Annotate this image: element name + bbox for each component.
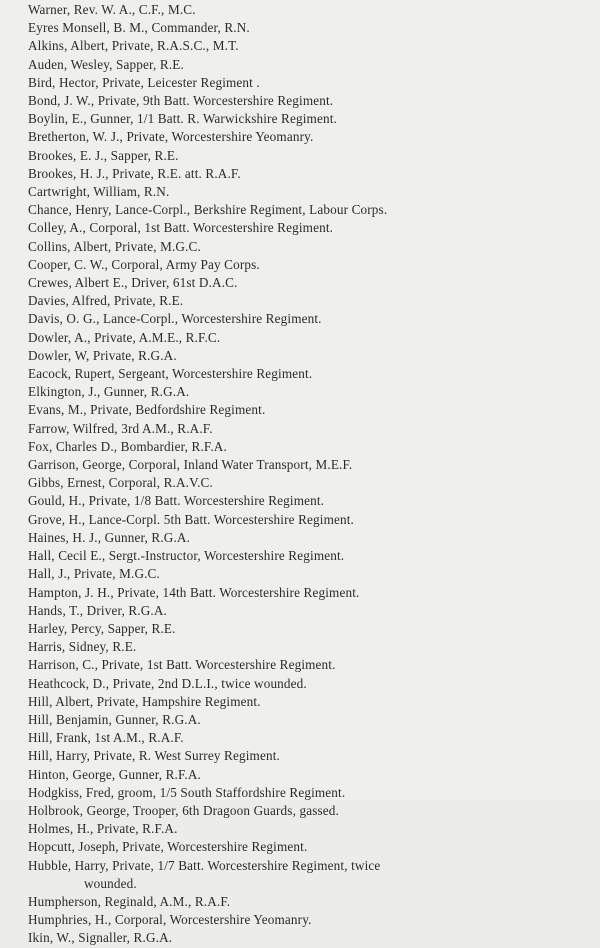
entry-text: Hampton, J. H., Private, 14th Batt. Worcestershire Regiment.	[28, 584, 360, 600]
entry-text: Cooper, C. W., Corporal, Army Pay Corps.	[28, 256, 260, 272]
roll-entry	[28, 820, 588, 838]
roll-entry	[28, 37, 588, 55]
entry-text: Evans, M., Private, Bedfordshire Regiment.	[28, 402, 266, 418]
entry-text: Dowler, A., Private, A.M.E., R.F.C.	[28, 329, 221, 345]
entry-text: Fox, Charles D., Bombardier, R.F.A.	[28, 438, 227, 454]
entry-text: Hill, Frank, 1st A.M., R.A.F.	[28, 730, 184, 746]
entry-text: Farrow, Wilfred, 3rd A.M., R.A.F.	[28, 420, 213, 436]
entry-continuation: wounded.	[84, 875, 137, 891]
entry-text: Humphries, H., Corporal, Worcestershire Yeomanry.	[28, 912, 312, 928]
entry-text: Haines, H. J., Gunner, R.G.A.	[28, 529, 191, 545]
entry-text: Crewes, Albert E., Driver, 61st D.A.C.	[28, 275, 238, 291]
roll-entry	[28, 165, 588, 183]
entry-text: Elkington, J., Gunner, R.G.A.	[28, 384, 190, 400]
entry-text: Harris, Sidney, R.E.	[28, 639, 137, 655]
roll-entry	[28, 911, 588, 929]
roll-entry	[28, 310, 588, 328]
entry-text: Eyres Monsell, B. M., Commander, R.N.	[28, 20, 250, 36]
roll-entry	[28, 929, 588, 947]
entry-text: Gould, H., Private, 1/8 Batt. Worcestershire Regiment.	[28, 493, 325, 509]
roll-entry	[28, 711, 588, 729]
roll-entry	[28, 638, 588, 656]
entry-text: Brookes, E. J., Sapper, R.E.	[28, 147, 179, 163]
roll-entry	[28, 1, 588, 19]
roll-entry	[28, 56, 588, 74]
roll-entry	[28, 656, 588, 674]
entry-text: Hubble, Harry, Private, 1/7 Batt. Worcestershire Regiment, twice	[28, 857, 381, 873]
roll-entry	[28, 474, 588, 492]
entry-text: Bond, J. W., Private, 9th Batt. Worcestershire Regiment.	[28, 93, 334, 109]
roll-entry	[28, 802, 588, 820]
entry-text: Hodgkiss, Fred, groom, 1/5 South Staffordshire Regiment.	[28, 784, 346, 800]
roll-entry	[28, 420, 588, 438]
entry-text: Holbrook, George, Trooper, 6th Dragoon Guards, gassed.	[28, 802, 339, 818]
roll-entry	[28, 784, 588, 802]
entry-text: Davis, O. G., Lance-Corpl., Worcestershire Regiment.	[28, 311, 322, 327]
entry-text: Heathcock, D., Private, 2nd D.L.I., twice wounded.	[28, 675, 307, 691]
roll-entry	[28, 256, 588, 274]
roll-entry	[28, 529, 588, 547]
entry-text: Hall, J., Private, M.G.C.	[28, 566, 160, 582]
entry-text: Auden, Wesley, Sapper, R.E.	[28, 56, 184, 72]
entry-text: Davies, Alfred, Private, R.E.	[28, 293, 184, 309]
entry-text: Cartwright, William, R.N.	[28, 184, 170, 200]
roll-entry	[28, 110, 588, 128]
entry-text: Gibbs, Ernest, Corporal, R.A.V.C.	[28, 475, 213, 491]
entry-text: Hill, Harry, Private, R. West Surrey Regiment.	[28, 748, 280, 764]
entry-text: Brookes, H. J., Private, R.E. att. R.A.F.	[28, 165, 241, 181]
roll-entry	[28, 401, 588, 419]
entry-text: Bird, Hector, Private, Leicester Regiment .	[28, 74, 260, 90]
roll-entry	[28, 747, 588, 765]
roll-entry	[28, 602, 588, 620]
roll-entry	[28, 201, 588, 219]
roll-entry	[28, 584, 588, 602]
roll-entry	[28, 383, 588, 401]
entry-text: Colley, A., Corporal, 1st Batt. Worcestershire Regiment.	[28, 220, 334, 236]
roll-entry	[28, 183, 588, 201]
roll-entry	[28, 547, 588, 565]
entry-text: Hopcutt, Joseph, Private, Worcestershire Regiment.	[28, 839, 308, 855]
entry-text: Alkins, Albert, Private, R.A.S.C., M.T.	[28, 38, 239, 54]
entry-text: Boylin, E., Gunner, 1/1 Batt. R. Warwickshire Regiment.	[28, 111, 337, 127]
entry-text: Hill, Albert, Private, Hampshire Regiment.	[28, 693, 261, 709]
roll-entry	[28, 456, 588, 474]
roll-entry	[28, 492, 588, 510]
roll-entry	[28, 219, 588, 237]
roll-entry	[28, 92, 588, 110]
roll-entry	[28, 329, 588, 347]
entry-text: Warner, Rev. W. A., C.F., M.C.	[28, 2, 196, 17]
roll-of-names	[28, 1, 588, 948]
roll-entry	[28, 893, 588, 911]
entry-text: Grove, H., Lance-Corpl. 5th Batt. Worcestershire Regiment.	[28, 511, 355, 527]
entry-text: Holmes, H., Private, R.F.A.	[28, 821, 178, 837]
roll-entry	[28, 365, 588, 383]
entry-text: Eacock, Rupert, Sergeant, Worcestershire Regiment.	[28, 366, 313, 382]
roll-entry	[28, 347, 588, 365]
entry-text: Hinton, George, Gunner, R.F.A.	[28, 766, 201, 782]
roll-entry	[28, 675, 588, 693]
roll-entry	[28, 19, 588, 37]
roll-entry	[28, 292, 588, 310]
roll-entry	[28, 729, 588, 747]
entry-text: Ikin, W., Signaller, R.G.A.	[28, 930, 173, 946]
entry-text: Garrison, George, Corporal, Inland Water Transport, M.E.F.	[28, 457, 353, 473]
roll-entry	[28, 128, 588, 146]
roll-entry	[28, 857, 588, 893]
entry-text: Bretherton, W. J., Private, Worcestershire Yeomanry.	[28, 129, 314, 145]
roll-entry	[28, 74, 588, 92]
roll-entry	[28, 620, 588, 638]
roll-entry	[28, 511, 588, 529]
roll-entry	[28, 438, 588, 456]
roll-entry	[28, 838, 588, 856]
entry-text: Harley, Percy, Sapper, R.E.	[28, 620, 176, 636]
entry-text: Hall, Cecil E., Sergt.-Instructor, Worcestershire Regiment.	[28, 548, 345, 564]
roll-entry	[28, 693, 588, 711]
roll-entry	[28, 147, 588, 165]
entry-text: Hill, Benjamin, Gunner, R.G.A.	[28, 711, 201, 727]
roll-entry	[28, 238, 588, 256]
entry-text: Chance, Henry, Lance-Corpl., Berkshire Regiment, Labour Corps.	[28, 202, 388, 218]
roll-entry	[28, 274, 588, 292]
roll-entry	[28, 766, 588, 784]
entry-text: Collins, Albert, Private, M.G.C.	[28, 238, 201, 254]
roll-entry	[28, 565, 588, 583]
entry-text: Harrison, C., Private, 1st Batt. Worcestershire Regiment.	[28, 657, 336, 673]
entry-text: Humpherson, Reginald, A.M., R.A.F.	[28, 893, 231, 909]
entry-text: Hands, T., Driver, R.G.A.	[28, 602, 167, 618]
entry-text: Dowler, W, Private, R.G.A.	[28, 347, 177, 363]
